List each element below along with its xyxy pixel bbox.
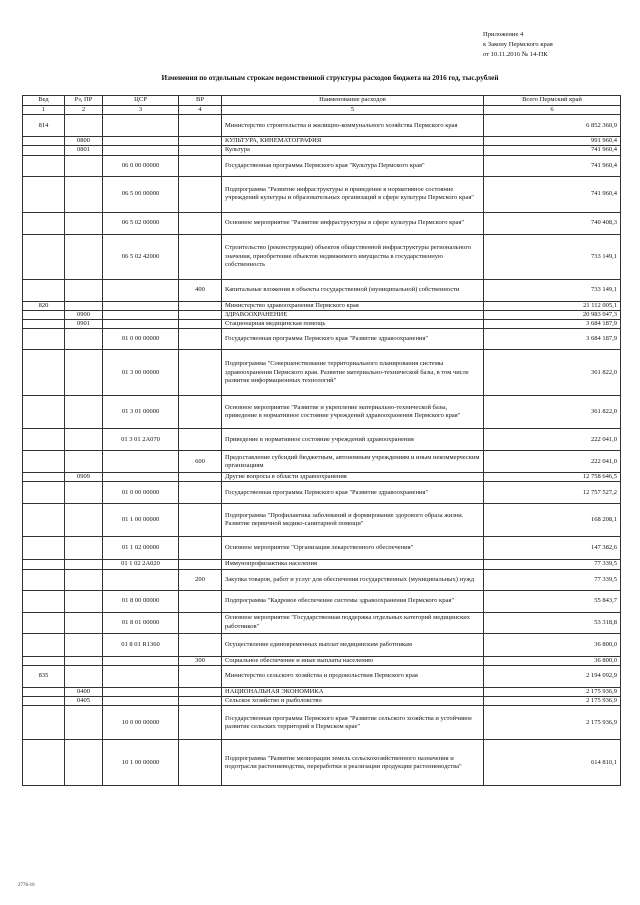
csr-cell bbox=[103, 137, 179, 146]
expense-name-cell: Основное мероприятие "Организация лекарственного обеспечения" bbox=[222, 537, 484, 560]
vr-cell bbox=[179, 706, 222, 740]
header-rz-pr: Рз, ПР bbox=[65, 96, 103, 106]
expense-name-cell: Приведение в нормативное состояние учреждений здравоохранения bbox=[222, 429, 484, 451]
vr-cell bbox=[179, 329, 222, 350]
total-amount-cell: 77 339,5 bbox=[484, 560, 621, 569]
annex-line-2: к Закону Пермского края bbox=[483, 41, 553, 48]
total-amount-cell: 3 684 187,9 bbox=[484, 320, 621, 329]
index-cell: 2 bbox=[65, 106, 103, 115]
total-amount-cell: 2 194 092,9 bbox=[484, 665, 621, 687]
ved-cell bbox=[23, 706, 65, 740]
csr-cell: 01 0 00 00000 bbox=[103, 482, 179, 504]
csr-cell bbox=[103, 301, 179, 310]
csr-cell bbox=[103, 146, 179, 155]
ved-cell bbox=[23, 212, 65, 234]
expense-name-cell: Министерство сельского хозяйства и продовольствия Пермского края bbox=[222, 665, 484, 687]
csr-cell bbox=[103, 115, 179, 137]
ved-cell bbox=[23, 656, 65, 665]
table-row bbox=[23, 301, 621, 310]
expense-name-cell: НАЦИОНАЛЬНАЯ ЭКОНОМИКА bbox=[222, 687, 484, 696]
csr-cell bbox=[103, 473, 179, 482]
header-name: Наименование расходов bbox=[222, 96, 484, 106]
rz-pr-cell bbox=[65, 590, 103, 612]
rz-pr-cell bbox=[65, 665, 103, 687]
total-amount-cell: 168 208,1 bbox=[484, 504, 621, 537]
table-row bbox=[23, 687, 621, 696]
table-row bbox=[23, 697, 621, 706]
vr-cell bbox=[179, 740, 222, 786]
vr-cell bbox=[179, 115, 222, 137]
table-row bbox=[23, 320, 621, 329]
csr-cell bbox=[103, 310, 179, 319]
expense-name-cell: Сельское хозяйство и рыболовство bbox=[222, 697, 484, 706]
header-csr: ЦСР bbox=[103, 96, 179, 106]
table-row bbox=[23, 212, 621, 234]
table-row bbox=[23, 310, 621, 319]
rz-pr-cell bbox=[65, 633, 103, 656]
vr-cell: 200 bbox=[179, 569, 222, 590]
table-row bbox=[23, 656, 621, 665]
ved-cell bbox=[23, 429, 65, 451]
rz-pr-cell bbox=[65, 429, 103, 451]
vr-cell bbox=[179, 590, 222, 612]
table-row bbox=[23, 234, 621, 279]
header-row bbox=[23, 96, 621, 106]
csr-cell: 01 0 00 00000 bbox=[103, 329, 179, 350]
ved-cell bbox=[23, 504, 65, 537]
expense-name-cell: Министерство здравоохранения Пермского края bbox=[222, 301, 484, 310]
ved-cell bbox=[23, 590, 65, 612]
csr-cell bbox=[103, 320, 179, 329]
rz-pr-cell bbox=[65, 176, 103, 212]
vr-cell: 400 bbox=[179, 279, 222, 301]
ved-cell bbox=[23, 310, 65, 319]
vr-cell bbox=[179, 537, 222, 560]
table-row bbox=[23, 633, 621, 656]
rz-pr-cell: 0909 bbox=[65, 473, 103, 482]
expense-name-cell: Подпрограмма "Развитие инфраструктуры и приведение в нормативное состояние учреждений культуры и образовательных организаций в сфере культуры Пермского края" bbox=[222, 176, 484, 212]
total-amount-cell: 77 339,5 bbox=[484, 569, 621, 590]
vr-cell bbox=[179, 687, 222, 696]
table-row bbox=[23, 482, 621, 504]
csr-cell: 06 5 00 00000 bbox=[103, 176, 179, 212]
vr-cell bbox=[179, 310, 222, 319]
header-total: Всего Пермский край bbox=[484, 96, 621, 106]
rz-pr-cell bbox=[65, 560, 103, 569]
expense-name-cell: Подпрограмма "Совершенствование территориального планирования системы здравоохранения Пермского края. Развитие материально-технической базы, в том числе развитие информационных технологий" bbox=[222, 350, 484, 396]
expense-name-cell: Закупка товаров, работ и услуг для обеспечения государственных (муниципальных) нужд bbox=[222, 569, 484, 590]
csr-cell: 01 8 01 R1360 bbox=[103, 633, 179, 656]
rz-pr-cell bbox=[65, 212, 103, 234]
budget-table bbox=[22, 95, 621, 786]
vr-cell bbox=[179, 234, 222, 279]
vr-cell: 300 bbox=[179, 656, 222, 665]
csr-cell: 01 8 00 00000 bbox=[103, 590, 179, 612]
total-amount-cell: 12 758 646,5 bbox=[484, 473, 621, 482]
expense-name-cell: Другие вопросы в области здравоохранения bbox=[222, 473, 484, 482]
total-amount-cell: 2 175 936,9 bbox=[484, 687, 621, 696]
header-vr: ВР bbox=[179, 96, 222, 106]
rz-pr-cell bbox=[65, 706, 103, 740]
table-row bbox=[23, 740, 621, 786]
ved-cell bbox=[23, 350, 65, 396]
header-ved: Вед bbox=[23, 96, 65, 106]
total-amount-cell: 147 382,6 bbox=[484, 537, 621, 560]
total-amount-cell: 740 408,3 bbox=[484, 212, 621, 234]
ved-cell: 820 bbox=[23, 301, 65, 310]
expense-name-cell: Государственная программа Пермского края "Развитие здравоохранения" bbox=[222, 482, 484, 504]
vr-cell bbox=[179, 396, 222, 429]
table-row bbox=[23, 537, 621, 560]
rz-pr-cell bbox=[65, 155, 103, 176]
rz-pr-cell bbox=[65, 482, 103, 504]
rz-pr-cell: 0405 bbox=[65, 697, 103, 706]
vr-cell bbox=[179, 633, 222, 656]
rz-pr-cell bbox=[65, 569, 103, 590]
expense-name-cell: Иммунопрофилактика населения bbox=[222, 560, 484, 569]
ved-cell bbox=[23, 537, 65, 560]
rz-pr-cell bbox=[65, 234, 103, 279]
table-row bbox=[23, 569, 621, 590]
ved-cell bbox=[23, 279, 65, 301]
expense-name-cell: Строительство (реконструкция) объектов общественной инфраструктуры регионального значения, приобретение объектов недвижимого имущества в государственную собственность bbox=[222, 234, 484, 279]
ved-cell bbox=[23, 234, 65, 279]
total-amount-cell: 36 800,0 bbox=[484, 656, 621, 665]
rz-pr-cell: 0900 bbox=[65, 310, 103, 319]
index-cell: 4 bbox=[179, 106, 222, 115]
annex-line-1: Приложение 4 bbox=[483, 31, 524, 38]
ved-cell bbox=[23, 146, 65, 155]
expense-name-cell: Государственная программа Пермского края "Культура Пермского края" bbox=[222, 155, 484, 176]
total-amount-cell: 733 149,1 bbox=[484, 279, 621, 301]
csr-cell: 06 5 02 42000 bbox=[103, 234, 179, 279]
expense-name-cell: Основное мероприятие "Государственная поддержка отдельных категорий медицинских работников" bbox=[222, 612, 484, 633]
total-amount-cell: 733 149,1 bbox=[484, 234, 621, 279]
expense-name-cell: Основное мероприятие "Развитие инфраструктуры в сфере культуры Пермского края" bbox=[222, 212, 484, 234]
rz-pr-cell bbox=[65, 451, 103, 473]
expense-name-cell: Министерство строительства и жилищно-коммунального хозяйства Пермского края bbox=[222, 115, 484, 137]
table-row bbox=[23, 115, 621, 137]
document-title: Изменения по отдельным строкам ведомственной структуры расходов бюджета на 2016 год, тыс.рублей bbox=[161, 74, 499, 82]
table-row bbox=[23, 176, 621, 212]
total-amount-cell: 222 041,0 bbox=[484, 451, 621, 473]
vr-cell bbox=[179, 350, 222, 396]
total-amount-cell: 36 800,0 bbox=[484, 633, 621, 656]
rz-pr-cell: 0800 bbox=[65, 137, 103, 146]
csr-cell bbox=[103, 697, 179, 706]
column-index-row bbox=[23, 106, 621, 115]
csr-cell: 10 1 00 00000 bbox=[103, 740, 179, 786]
table-row bbox=[23, 706, 621, 740]
rz-pr-cell bbox=[65, 656, 103, 665]
vr-cell bbox=[179, 473, 222, 482]
expense-name-cell: Государственная программа Пермского края "Развитие здравоохранения" bbox=[222, 329, 484, 350]
ved-cell bbox=[23, 612, 65, 633]
vr-cell bbox=[179, 612, 222, 633]
vr-cell bbox=[179, 560, 222, 569]
table-row bbox=[23, 350, 621, 396]
total-amount-cell: 55 843,7 bbox=[484, 590, 621, 612]
expense-name-cell: Стационарная медицинская помощь bbox=[222, 320, 484, 329]
total-amount-cell: 6 852 360,9 bbox=[484, 115, 621, 137]
csr-cell: 01 1 02 00000 bbox=[103, 537, 179, 560]
table-row bbox=[23, 560, 621, 569]
expense-name-cell: Культура bbox=[222, 146, 484, 155]
index-cell: 6 bbox=[484, 106, 621, 115]
vr-cell bbox=[179, 176, 222, 212]
vr-cell bbox=[179, 212, 222, 234]
rz-pr-cell: 0801 bbox=[65, 146, 103, 155]
expense-name-cell: Осуществление единовременных выплат медицинским работникам bbox=[222, 633, 484, 656]
expense-name-cell: КУЛЬТУРА, КИНЕМАТОГРАФИЯ bbox=[222, 137, 484, 146]
vr-cell bbox=[179, 155, 222, 176]
expense-name-cell: Социальное обеспечение и иные выплаты населению bbox=[222, 656, 484, 665]
total-amount-cell: 741 960,4 bbox=[484, 176, 621, 212]
csr-cell bbox=[103, 687, 179, 696]
csr-cell: 10 0 00 00000 bbox=[103, 706, 179, 740]
csr-cell: 01 1 00 00000 bbox=[103, 504, 179, 537]
table-row bbox=[23, 329, 621, 350]
rz-pr-cell bbox=[65, 504, 103, 537]
budget-table-body bbox=[23, 115, 621, 786]
footer-code: 2776-16 bbox=[18, 883, 35, 888]
csr-cell: 01 3 01 00000 bbox=[103, 396, 179, 429]
table-row bbox=[23, 279, 621, 301]
total-amount-cell: 741 960,4 bbox=[484, 155, 621, 176]
csr-cell bbox=[103, 656, 179, 665]
rz-pr-cell: 0400 bbox=[65, 687, 103, 696]
index-cell: 3 bbox=[103, 106, 179, 115]
total-amount-cell: 3 684 187,9 bbox=[484, 329, 621, 350]
ved-cell bbox=[23, 155, 65, 176]
table-row bbox=[23, 451, 621, 473]
rz-pr-cell bbox=[65, 115, 103, 137]
table-row bbox=[23, 396, 621, 429]
vr-cell bbox=[179, 482, 222, 504]
expense-name-cell: ЗДРАВООХРАНЕНИЕ bbox=[222, 310, 484, 319]
vr-cell bbox=[179, 320, 222, 329]
table-row bbox=[23, 504, 621, 537]
index-cell: 1 bbox=[23, 106, 65, 115]
rz-pr-cell bbox=[65, 396, 103, 429]
expense-name-cell: Государственная программа Пермского края "Развитие сельского хозяйства и устойчивое развитие сельских территорий в Пермском крае" bbox=[222, 706, 484, 740]
ved-cell bbox=[23, 569, 65, 590]
expense-name-cell: Основное мероприятие "Развитие и укрепление материально-технической базы, приведение в нормативное состояние учреждений здравоохранения Пермского края" bbox=[222, 396, 484, 429]
csr-cell bbox=[103, 569, 179, 590]
annex-line-3: от 10.11.2016 № 14-ПК bbox=[483, 51, 548, 58]
ved-cell bbox=[23, 320, 65, 329]
vr-cell bbox=[179, 146, 222, 155]
total-amount-cell: 2 175 936,9 bbox=[484, 706, 621, 740]
csr-cell: 06 0 00 00000 bbox=[103, 155, 179, 176]
vr-cell bbox=[179, 697, 222, 706]
total-amount-cell: 741 960,4 bbox=[484, 146, 621, 155]
table-row bbox=[23, 590, 621, 612]
total-amount-cell: 2 175 936,9 bbox=[484, 697, 621, 706]
index-cell: 5 bbox=[222, 106, 484, 115]
table-row bbox=[23, 665, 621, 687]
annex-note bbox=[483, 30, 633, 60]
expense-name-cell: Подпрограмма "Профилактика заболеваний и формирование здорового образа жизни. Развитие первичной медико-санитарной помощи" bbox=[222, 504, 484, 537]
ved-cell bbox=[23, 560, 65, 569]
expense-name-cell: Предоставление субсидий бюджетным, автономным учреждениям и иным некоммерческим организациям bbox=[222, 451, 484, 473]
table-row bbox=[23, 429, 621, 451]
ved-cell bbox=[23, 329, 65, 350]
vr-cell bbox=[179, 504, 222, 537]
expense-name-cell: Подпрограмма "Развитие мелиорации земель сельскохозяйственного назначения и подотрасли растениеводства, переработки и реализации продукции растениеводства" bbox=[222, 740, 484, 786]
rz-pr-cell bbox=[65, 301, 103, 310]
expense-name-cell: Капитальные вложения в объекты государственной (муниципальной) собственности bbox=[222, 279, 484, 301]
ved-cell bbox=[23, 137, 65, 146]
csr-cell: 06 5 02 00000 bbox=[103, 212, 179, 234]
vr-cell: 600 bbox=[179, 451, 222, 473]
total-amount-cell: 222 041,0 bbox=[484, 429, 621, 451]
total-amount-cell: 991 960,4 bbox=[484, 137, 621, 146]
ved-cell bbox=[23, 482, 65, 504]
ved-cell bbox=[23, 697, 65, 706]
ved-cell bbox=[23, 451, 65, 473]
ved-cell bbox=[23, 396, 65, 429]
csr-cell bbox=[103, 451, 179, 473]
ved-cell bbox=[23, 740, 65, 786]
table-row bbox=[23, 146, 621, 155]
rz-pr-cell bbox=[65, 279, 103, 301]
ved-cell bbox=[23, 633, 65, 656]
table-row bbox=[23, 155, 621, 176]
ved-cell bbox=[23, 176, 65, 212]
total-amount-cell: 361 822,0 bbox=[484, 396, 621, 429]
rz-pr-cell bbox=[65, 612, 103, 633]
ved-cell bbox=[23, 473, 65, 482]
csr-cell: 01 1 02 2А020 bbox=[103, 560, 179, 569]
vr-cell bbox=[179, 137, 222, 146]
ved-cell: 835 bbox=[23, 665, 65, 687]
csr-cell bbox=[103, 665, 179, 687]
csr-cell: 01 8 01 00000 bbox=[103, 612, 179, 633]
csr-cell bbox=[103, 279, 179, 301]
rz-pr-cell bbox=[65, 350, 103, 396]
ved-cell bbox=[23, 687, 65, 696]
csr-cell: 01 3 00 00000 bbox=[103, 350, 179, 396]
vr-cell bbox=[179, 665, 222, 687]
rz-pr-cell bbox=[65, 537, 103, 560]
table-row bbox=[23, 612, 621, 633]
total-amount-cell: 614 810,1 bbox=[484, 740, 621, 786]
table-row bbox=[23, 473, 621, 482]
total-amount-cell: 361 822,0 bbox=[484, 350, 621, 396]
vr-cell bbox=[179, 301, 222, 310]
rz-pr-cell bbox=[65, 329, 103, 350]
table-row bbox=[23, 137, 621, 146]
rz-pr-cell bbox=[65, 740, 103, 786]
total-amount-cell: 20 983 047,3 bbox=[484, 310, 621, 319]
csr-cell: 01 3 01 2А070 bbox=[103, 429, 179, 451]
vr-cell bbox=[179, 429, 222, 451]
ved-cell: 814 bbox=[23, 115, 65, 137]
total-amount-cell: 21 112 005,1 bbox=[484, 301, 621, 310]
total-amount-cell: 53 318,8 bbox=[484, 612, 621, 633]
rz-pr-cell: 0901 bbox=[65, 320, 103, 329]
total-amount-cell: 12 757 527,2 bbox=[484, 482, 621, 504]
expense-name-cell: Подпрограмма "Кадровое обеспечение системы здравоохранения Пермского края" bbox=[222, 590, 484, 612]
